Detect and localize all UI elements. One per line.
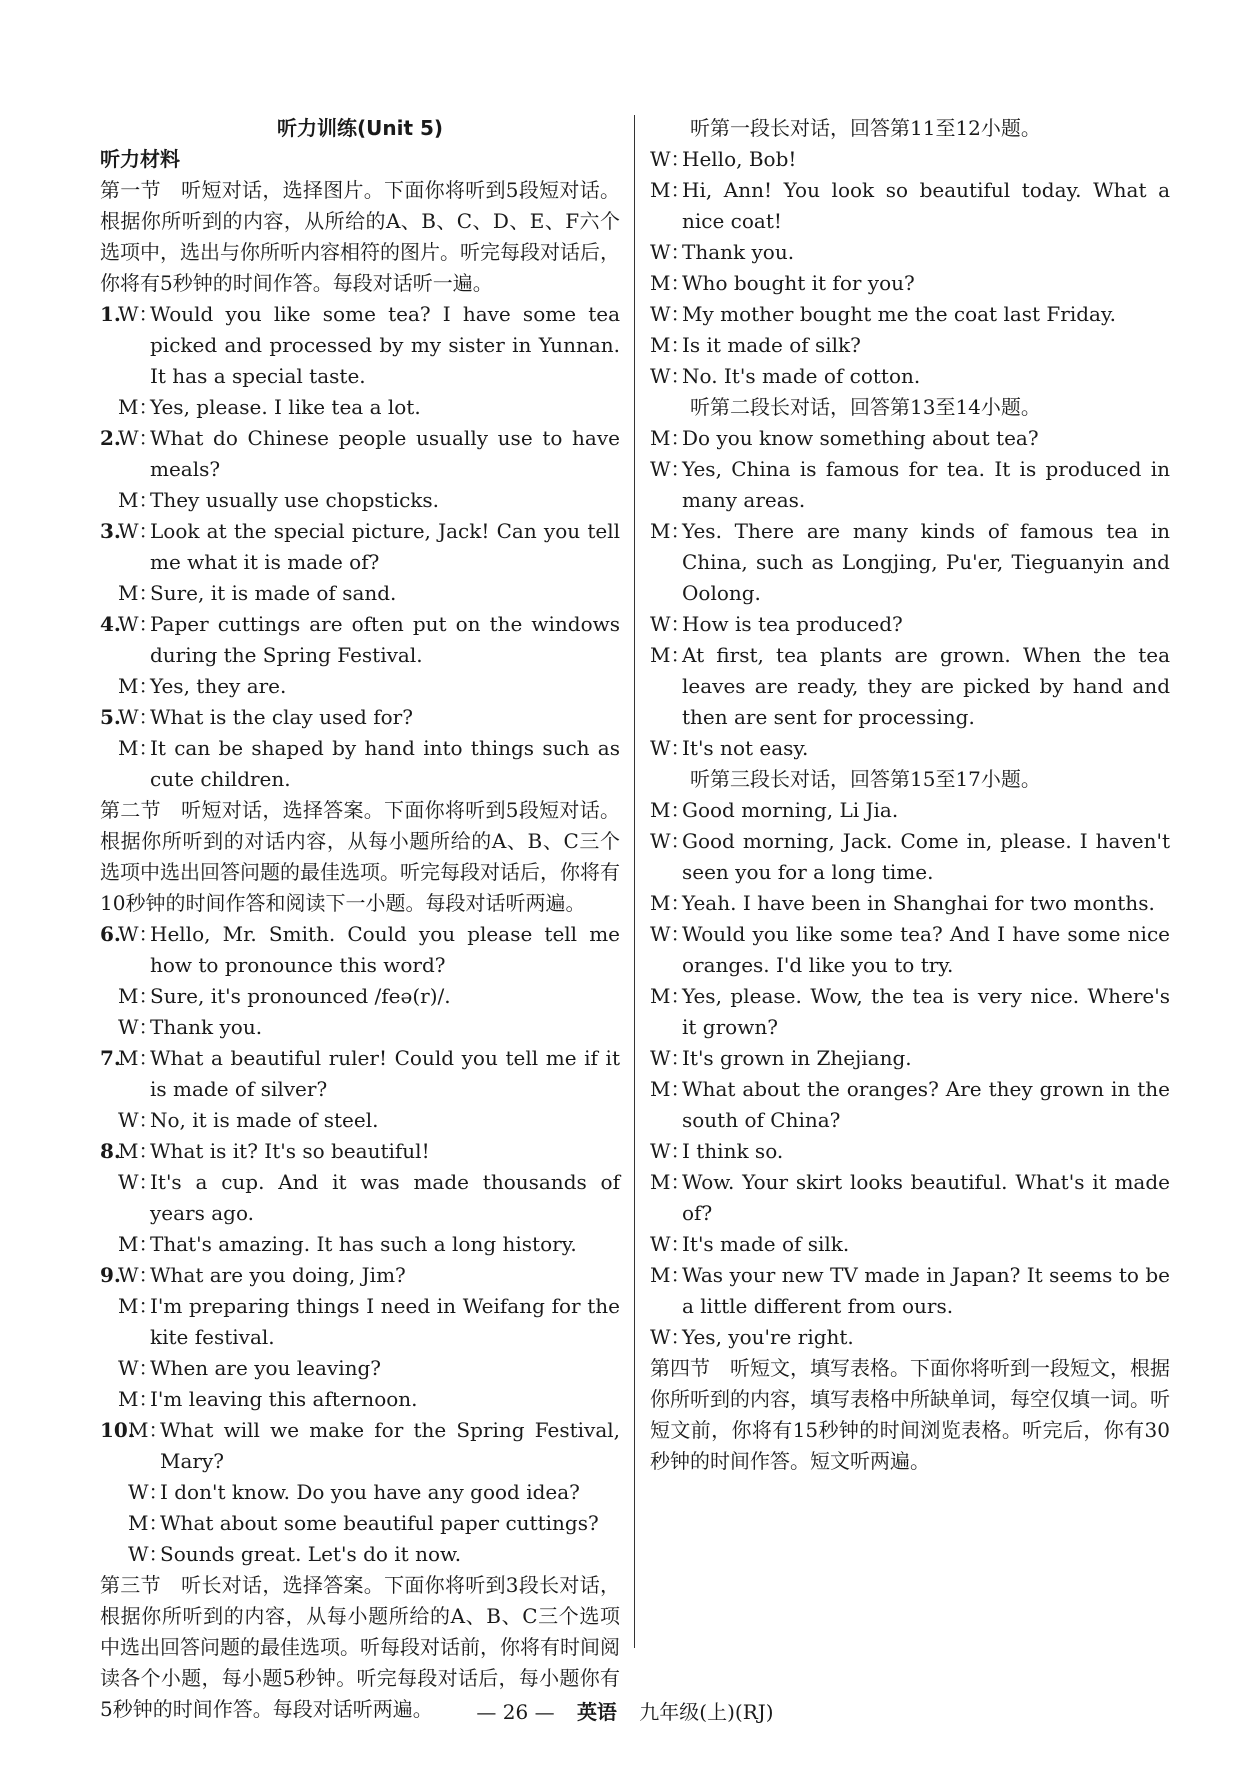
speaker-label: M：: [118, 736, 159, 760]
speaker-label: M：: [650, 891, 691, 915]
dialog-text: That's amazing. It has such a long history.: [150, 1232, 577, 1256]
dialog-text: Thank you.: [150, 1015, 263, 1039]
dialog-text: It's a cup. And it was made thousands of years ago.: [150, 1170, 620, 1225]
speaker-label: W：: [118, 519, 159, 543]
speaker-label: M：: [650, 178, 691, 202]
dialog-line: [100, 1508, 620, 1539]
dialog-line: [100, 1384, 620, 1415]
dialog-text: Was your new TV made in Japan? It seems to be a little different from ours.: [682, 1263, 1170, 1318]
section4-instructions: 第四节 听短文，填写表格。下面你将听到一段短文，根据你所听到的内容，填写表格中所缺单词，每空仅填一词。听短文前，你将有15秒钟的时间浏览表格。听完后，你有30秒钟的时间作答。短文听两遍。: [650, 1356, 1170, 1473]
dialog-text: Who bought it for you?: [682, 271, 915, 295]
dialog-text: Sounds great. Let's do it now.: [160, 1542, 462, 1566]
dialog-line: [650, 1260, 1170, 1322]
speaker-label: W：: [128, 1480, 169, 1504]
question-number: 3.: [100, 519, 121, 543]
dialog-line: [100, 1415, 620, 1477]
dialog-line: [650, 1043, 1170, 1074]
dialog-text: Wow. Your skirt looks beautiful. What's it made of?: [682, 1170, 1170, 1225]
subject-label: 英语: [576, 1700, 617, 1724]
speaker-label: M：: [118, 674, 159, 698]
speaker-label: M：: [118, 1139, 159, 1163]
dialog-line: [100, 516, 620, 578]
speaker-label: M：: [650, 333, 691, 357]
speaker-label: W：: [650, 302, 691, 326]
question-number: 9.: [100, 1263, 121, 1287]
dialog-text: Good morning, Li Jia.: [682, 798, 899, 822]
dialog-text: What about the oranges? Are they grown in the south of China?: [682, 1077, 1170, 1132]
dialog-text: Thank you.: [682, 240, 795, 264]
speaker-label: W：: [650, 147, 691, 171]
speaker-label: M：: [118, 1294, 159, 1318]
dialog-text: Yes, please. I like tea a lot.: [150, 395, 421, 419]
dialog-line: [650, 733, 1170, 764]
dialog-line: [100, 671, 620, 702]
speaker-label: M：: [650, 643, 691, 667]
dialog-intro: 听第三段长对话，回答第15至17小题。: [690, 767, 1041, 791]
dialog-line: [650, 454, 1170, 516]
dialog-line: [650, 330, 1170, 361]
question-number: 1.: [100, 302, 121, 326]
dialog-line: [650, 795, 1170, 826]
dialog-text: Yes, please. Wow, the tea is very nice. Where's it grown?: [682, 984, 1170, 1039]
dialog-line: [100, 1539, 620, 1570]
dialog-line: [650, 175, 1170, 237]
dialog-line: [100, 733, 620, 795]
dialog-line: [100, 1012, 620, 1043]
dialog-line: [100, 1136, 620, 1167]
dialog-line: [650, 1074, 1170, 1136]
dialog-text: When are you leaving?: [150, 1356, 382, 1380]
dialog-line: [100, 485, 620, 516]
page-footer: [0, 1696, 1250, 1725]
speaker-label: M：: [650, 519, 691, 543]
dialog-intro: 听第二段长对话，回答第13至14小题。: [690, 395, 1041, 419]
speaker-label: W：: [118, 1263, 159, 1287]
dialog-text: They usually use chopsticks.: [150, 488, 440, 512]
speaker-label: W：: [118, 1108, 159, 1132]
speaker-label: M：: [118, 1387, 159, 1411]
dialog-text: Look at the special picture, Jack! Can you tell me what it is made of?: [150, 519, 620, 574]
question-number: 10.: [100, 1418, 135, 1442]
speaker-label: W：: [650, 1139, 691, 1163]
dialog-intro: 听第一段长对话，回答第11至12小题。: [690, 116, 1041, 140]
dialog-text: Yes, you're right.: [682, 1325, 854, 1349]
dialog-line: [650, 268, 1170, 299]
dialog-line: [100, 1105, 620, 1136]
dialog-text: Would you like some tea? And I have some nice oranges. I'd like you to try.: [682, 922, 1170, 977]
dialog-line: [100, 1291, 620, 1353]
dialog-text: No, it is made of steel.: [150, 1108, 379, 1132]
dialog-line: [100, 1477, 620, 1508]
dialog-text: It's grown in Zhejiang.: [682, 1046, 912, 1070]
dialog-line: [100, 702, 620, 733]
section3-instructions: 第三节 听长对话，选择答案。下面你将听到3段长对话，根据你所听到的内容，从每小题所给的A、B、C三个选项中选出回答问题的最佳选项。听每段对话前，你将有时间阅读各个小题，每小题5秒钟。听完每段对话后，每小题你有5秒钟的时间作答。每段对话听两遍。: [100, 1573, 620, 1721]
speaker-label: W：: [650, 829, 691, 853]
dialog-line: [650, 1167, 1170, 1229]
dialog-line: [100, 981, 620, 1012]
dialog-text: What are you doing, Jim?: [150, 1263, 406, 1287]
dialog-text: Yes. There are many kinds of famous tea in China, such as Longjing, Pu'er, Tieguanyin and Oolong.: [682, 519, 1170, 605]
dialog-line: [650, 1229, 1170, 1260]
dialog-line: [100, 919, 620, 981]
speaker-label: M：: [128, 1418, 169, 1442]
dialog-line: [650, 826, 1170, 888]
dialog-text: How is tea produced?: [682, 612, 903, 636]
question-number: 8.: [100, 1139, 121, 1163]
dialog-text: Paper cuttings are often put on the windows during the Spring Festival.: [150, 612, 620, 667]
speaker-label: W：: [118, 1356, 159, 1380]
dialog-text: Is it made of silk?: [682, 333, 861, 357]
dialog-line: [650, 609, 1170, 640]
dialog-text: Do you know something about tea?: [682, 426, 1039, 450]
dialog-line: [100, 578, 620, 609]
speaker-label: W：: [118, 922, 159, 946]
dialog-text: Hi, Ann! You look so beautiful today. What a nice coat!: [682, 178, 1170, 233]
dialog-text: What will we make for the Spring Festival, Mary?: [160, 1418, 620, 1473]
dialog-text: What about some beautiful paper cuttings?: [160, 1511, 599, 1535]
dialog-line: [100, 1260, 620, 1291]
dialog-text: What do Chinese people usually use to have meals?: [150, 426, 620, 481]
dialog-line: [650, 299, 1170, 330]
dialog-text: Sure, it is made of sand.: [150, 581, 397, 605]
dialog-text: Hello, Mr. Smith. Could you please tell me how to pronounce this word?: [150, 922, 620, 977]
dialog-text: Sure, it's pronounced /feə(r)/.: [150, 984, 451, 1008]
dialog-line: [100, 1229, 620, 1260]
dialog-line: [100, 1353, 620, 1384]
dialog-text: Hello, Bob!: [682, 147, 797, 171]
dialog-text: What is the clay used for?: [150, 705, 413, 729]
left-column: [100, 113, 620, 1725]
speaker-label: W：: [650, 457, 691, 481]
speaker-label: W：: [118, 1015, 159, 1039]
speaker-label: W：: [118, 612, 159, 636]
section1-instructions: 第一节 听短对话，选择图片。下面你将听到5段短对话。根据你所听到的内容，从所给的A、B、C、D、E、F六个选项中，选出与你所听内容相符的图片。听完每段对话后，你将有5秒钟的时间作答。每段对话听一遍。: [100, 178, 620, 295]
column-divider: [634, 115, 635, 1648]
dialog-line: [650, 1322, 1170, 1353]
speaker-label: W：: [128, 1542, 169, 1566]
speaker-label: M：: [118, 1046, 159, 1070]
speaker-label: W：: [650, 364, 691, 388]
dialog-text: Yes, they are.: [150, 674, 287, 698]
speaker-label: M：: [650, 271, 691, 295]
dialog-text: Yeah. I have been in Shanghai for two months.: [682, 891, 1155, 915]
dialog-line: [650, 1136, 1170, 1167]
speaker-label: W：: [650, 1325, 691, 1349]
question-number: 5.: [100, 705, 121, 729]
dialog-text: Would you like some tea? I have some tea picked and processed by my sister in Yunnan. It has a special taste.: [150, 302, 620, 388]
question-number: 2.: [100, 426, 121, 450]
dialog-text: What a beautiful ruler! Could you tell me if it is made of silver?: [150, 1046, 620, 1101]
speaker-label: W：: [650, 1232, 691, 1256]
dialog-text: I'm preparing things I need in Weifang for the kite festival.: [150, 1294, 620, 1349]
page-number: — 26 —: [476, 1700, 555, 1724]
dialog-text: It's made of silk.: [682, 1232, 850, 1256]
speaker-label: M：: [650, 1263, 691, 1287]
page-title: 听力训练(Unit 5): [276, 116, 444, 140]
dialog-text: I don't know. Do you have any good idea?: [160, 1480, 580, 1504]
speaker-label: M：: [650, 426, 691, 450]
dialog-line: [650, 919, 1170, 981]
speaker-label: M：: [118, 1232, 159, 1256]
dialog-text: It can be shaped by hand into things such as cute children.: [150, 736, 620, 791]
dialog-line: [650, 981, 1170, 1043]
question-number: 6.: [100, 922, 121, 946]
dialog-text: At first, tea plants are grown. When the tea leaves are ready, they are picked by hand and then are sent for processing.: [682, 643, 1170, 729]
dialog-text: No. It's made of cotton.: [682, 364, 921, 388]
dialog-text: I'm leaving this afternoon.: [150, 1387, 418, 1411]
speaker-label: M：: [118, 984, 159, 1008]
dialog-text: Good morning, Jack. Come in, please. I haven't seen you for a long time.: [682, 829, 1170, 884]
speaker-label: M：: [650, 984, 691, 1008]
dialog-text: My mother bought me the coat last Friday.: [682, 302, 1116, 326]
dialog-text: What is it? It's so beautiful!: [150, 1139, 430, 1163]
speaker-label: W：: [650, 612, 691, 636]
grade-label: 九年级(上)(RJ): [639, 1700, 774, 1724]
speaker-label: W：: [118, 705, 159, 729]
speaker-label: M：: [118, 395, 159, 419]
speaker-label: M：: [650, 1077, 691, 1101]
dialog-line: [100, 609, 620, 671]
right-column: [650, 113, 1170, 1477]
dialog-line: [650, 144, 1170, 175]
speaker-label: W：: [118, 1170, 159, 1194]
speaker-label: W：: [650, 922, 691, 946]
dialog-text: I think so.: [682, 1139, 784, 1163]
speaker-label: W：: [650, 1046, 691, 1070]
dialog-line: [650, 516, 1170, 609]
dialog-text: It's not easy.: [682, 736, 809, 760]
dialog-line: [100, 1167, 620, 1229]
speaker-label: M：: [128, 1511, 169, 1535]
speaker-label: W：: [118, 426, 159, 450]
dialog-line: [650, 640, 1170, 733]
section3-block: [650, 113, 1170, 1477]
speaker-label: W：: [650, 736, 691, 760]
dialog-text: Yes, China is famous for tea. It is produced in many areas.: [682, 457, 1170, 512]
section2-instructions: 第二节 听短对话，选择答案。下面你将听到5段短对话。根据你所听到的对话内容，从每小题所给的A、B、C三个选项中选出回答问题的最佳选项。听完每段对话后，你将有10秒钟的时间作答和阅读下一小题。每段对话听两遍。: [100, 798, 620, 915]
speaker-label: M：: [650, 798, 691, 822]
dialog-line: [100, 299, 620, 392]
dialog-line: [650, 888, 1170, 919]
question-number: 7.: [100, 1046, 121, 1070]
dialog-line: [650, 237, 1170, 268]
speaker-label: W：: [118, 302, 159, 326]
question-number: 4.: [100, 612, 121, 636]
material-heading: 听力材料: [100, 147, 180, 171]
dialog-line: [100, 423, 620, 485]
speaker-label: W：: [650, 240, 691, 264]
dialog-line: [100, 392, 620, 423]
speaker-label: M：: [118, 581, 159, 605]
dialog-line: [650, 423, 1170, 454]
dialog-line: [650, 361, 1170, 392]
speaker-label: M：: [650, 1170, 691, 1194]
dialog-line: [100, 1043, 620, 1105]
speaker-label: M：: [118, 488, 159, 512]
questions-1-10: [100, 299, 620, 1725]
